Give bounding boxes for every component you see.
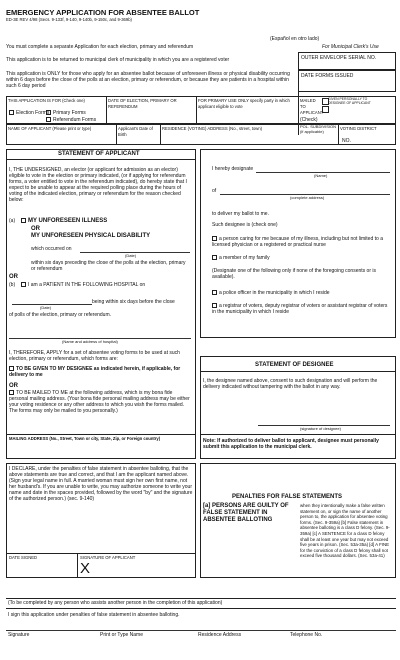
footer-telephone-label: Telephone No. <box>290 632 323 638</box>
designee-title: STATEMENT OF DESIGNEE <box>255 362 334 368</box>
caring-option[interactable]: a person caring for me because of my illness, including but not limited to a licensed physician or a registered or practical nurse <box>212 236 383 248</box>
police-checkbox[interactable] <box>212 290 217 295</box>
illness-checkbox[interactable] <box>21 218 26 223</box>
family-option[interactable]: a member of my family <box>212 255 270 261</box>
date-of-election-label: DATE OF ELECTION, PRIMARY OR REFERENDUM <box>108 98 177 109</box>
of-polls: of polls of the election, primary or referendum. <box>9 312 111 318</box>
footer-residence-label: Residence Address <box>198 632 242 638</box>
caring-checkbox[interactable] <box>212 236 217 241</box>
deliver-text: to deliver my ballot to me. <box>212 211 269 217</box>
given-checkbox[interactable] <box>322 106 329 113</box>
applicant-name-label: NAME OF APPLICANT (Please print or type) <box>8 126 92 131</box>
instruction-1: You must complete a separate Application for each election, primary and referendum <box>6 44 194 50</box>
pol-subdivision-label: POL. SUBDIVISION (if applicable) <box>300 124 337 134</box>
footer-sign-text: I sign this application under penalties of false statement in absentee balloting. <box>8 612 180 618</box>
designee-signature-caption: (signature of designee) <box>300 426 341 431</box>
voting-district-no: NO. <box>342 138 351 144</box>
complete-address-caption: (complete address) <box>290 195 325 200</box>
hospital-caption: (Name and address of hospital) <box>62 339 118 344</box>
election-forms-checkbox[interactable] <box>9 110 14 115</box>
date-forms-label: DATE FORMS ISSUED <box>301 73 354 79</box>
dob-label: Applicant's Date of Birth <box>118 126 153 137</box>
illness-option[interactable]: MY UNFORESEEN ILLNESS <box>21 218 107 224</box>
being-within: being within six days before the close <box>92 299 175 305</box>
date-forms-box[interactable] <box>298 70 396 92</box>
registrar-checkbox[interactable] <box>212 303 217 308</box>
signature-x-mark[interactable]: X <box>80 560 91 577</box>
given-designee-label: GIVEN PERSONALLY TO DESIGNEE OF APPLICANT <box>328 97 371 105</box>
designate-one-text: (Designate one of the following only if none of the foregoing consents or is available). <box>212 268 376 280</box>
declare-text: I DECLARE, under the penalties of false statement in absentee balloting, that the above statements are true and correct, and that I am the applicant named above. (Sign your legal name in full. A married woman must sign her own first name, not her husband's. If you are unable to write, you may authorize someone to write your name and date in the spaces provided, followed by the word "by" and the signature of the authorized person.) (sec. 9-140) <box>9 466 193 502</box>
given-designee-option[interactable]: TO BE GIVEN TO MY DESIGNEE as indicated herein, if applicable, for delivery to me <box>9 366 181 378</box>
penalties-body: when they intentionally make a false written statement on, or sign the name of another person to, the application for absentee voting forms. (Sec. 9-359a) [b] False statement in absentee balloting is a class D felony. (Sec. 9-359a) [c] A SENTENCE for a class D felony shall be at least one year but may not exceed five years in prison. (Sec. 53a-35a) [d] A FINE for the conviction of a class D felony shall not exceed five thousand dollars. (Sec. 53a-41) <box>300 503 390 559</box>
penalties-title: PENALTIES FOR FALSE STATEMENTS <box>232 494 343 500</box>
footer-print-name-label: Print or Type Name <box>100 632 143 638</box>
mailed-to-me-checkbox[interactable] <box>9 390 14 395</box>
residence-label: RESIDENCE (VOTING) ADDRESS (No., street, town) <box>162 126 263 131</box>
within-six-text: within six days preceding the close of the polls at the election, primary or referendum <box>31 260 186 272</box>
instruction-2: This application is to be returned to municipal clerk of municipality in which you are a registered voter <box>6 57 230 63</box>
hereby-designate: I hereby designate <box>212 166 254 172</box>
given-designee-checkbox[interactable] <box>9 366 14 371</box>
b-label: (b) <box>9 282 16 288</box>
check-label: (Check) <box>300 117 318 123</box>
of-label: of <box>212 188 217 194</box>
application-for-label: THIS APPLICATION IS FOR (Check one) <box>8 98 85 103</box>
mailed-option[interactable]: TO BE MAILED TO ME at the following address, which is my bona fide personal mailing address. (Your bona fide personal mailing address may be either your voting residence or any other address to which you wish the forms mailed. The forms may only be mailed to you personally.) <box>9 390 190 414</box>
mailed-label: MAILED TO APPLICANT <box>300 98 324 115</box>
date-caption: (Date) <box>125 253 137 258</box>
form-id: ED-3E REV 4/98 (Secs. 9-133f, 9-140, 9-140b, 9-150c, and 9-369b) <box>6 17 132 22</box>
instruction-3: This application is ONLY for those who apply for an absentee ballot because of unforeseen illness or physical disability occurring within 6 days before the close of the polls at an election, primary or referendum, or because they are patients in a hospital within such 6 day period <box>6 71 290 89</box>
election-forms-option[interactable]: Election Forms <box>9 110 49 116</box>
signature-label: SIGNATURE OF APPLICANT <box>80 555 136 560</box>
patient-date-line[interactable] <box>12 304 92 305</box>
outer-envelope-box[interactable] <box>298 52 396 70</box>
penalties-a: [a] PERSONS ARE GUILTY OF FALSE STATEMENT IN ABSENTEE BALLOTING <box>203 503 289 523</box>
voting-district-label: VOTING DISTRICT <box>340 126 377 131</box>
primary-forms-checkbox[interactable] <box>46 110 51 115</box>
outer-envelope-label: OUTER ENVELOPE SERIAL NO. <box>301 55 377 61</box>
a-label: (a) <box>9 218 16 224</box>
disability-label: MY UNFORESEEN PHYSICAL DISABILITY <box>31 233 151 239</box>
designee-note: Note: If authorized to deliver ballot to applicant, designee must personally submit this application to the municipal clerk. <box>203 438 379 450</box>
spanish-note: (Español en otro lado) <box>270 36 320 42</box>
undersigned-text: I, THE UNDERSIGNED, an elector (or applicant for admission as an elector) eligible to vote in the election or primary indicated, (or if applying for referendum forms, a voter entitled to vote in the referendum indicated), do hereby state that I expect to be unable to appear at the required polling place during the hours of voting of the indicated election, primary or referendum for the reason checked below: <box>9 167 187 203</box>
family-checkbox[interactable] <box>212 255 217 260</box>
form-title: EMERGENCY APPLICATION FOR ABSENTEE BALLOT <box>6 8 200 17</box>
or-2: OR <box>9 274 18 280</box>
designee-consent-text: I, the designee named above, consent to such designation and will perform the delivery indicated without tampering with the ballot in any way. <box>203 378 378 390</box>
referendum-forms-checkbox[interactable] <box>46 117 51 122</box>
such-designee-text: Such designee is (check one) <box>212 222 278 228</box>
name-caption: (Name) <box>314 173 328 178</box>
mailing-address-label: MAILING ADDRESS (No., Street, Town or city, State, Zip, or Foreign country) <box>9 436 161 441</box>
or-3: OR <box>9 383 18 389</box>
clerk-use-label: For Municipal Clerk's Use <box>322 44 379 50</box>
patient-option[interactable]: I am a PATIENT IN THE FOLLOWING HOSPITAL on <box>21 282 145 288</box>
primary-forms-option[interactable]: Primary Forms <box>46 110 86 116</box>
date-signed-label: DATE SIGNED <box>9 555 38 560</box>
footer-note: (To be completed by any person who assists another person in the completion of this application) <box>8 600 223 606</box>
or-1: OR <box>31 226 40 232</box>
referendum-forms-option[interactable]: Referendum Forms <box>46 117 96 123</box>
date-caption-2: (Date) <box>40 305 52 310</box>
patient-checkbox[interactable] <box>21 282 26 287</box>
which-occurred: which occurred on <box>31 246 72 252</box>
footer-signature-line[interactable] <box>6 630 396 631</box>
therefore-text: I, THEREFORE, APPLY for a set of absentee voting forms to be used at such election, primary or referendum, which forms are: <box>9 350 180 362</box>
footer-signature-label: Signature <box>8 632 30 638</box>
statement-title: STATEMENT OF APPLICANT <box>58 151 140 157</box>
police-option[interactable]: a police officer in the municipality in which I reside <box>212 290 330 296</box>
primary-party-label: FOR PRIMARY USE ONLY specify party in which applicant eligible to vote <box>198 98 290 109</box>
registrar-option[interactable]: a registrar of voters, deputy registrar of voters or assistant registrar of voters in the municipality in which I reside <box>212 303 388 315</box>
